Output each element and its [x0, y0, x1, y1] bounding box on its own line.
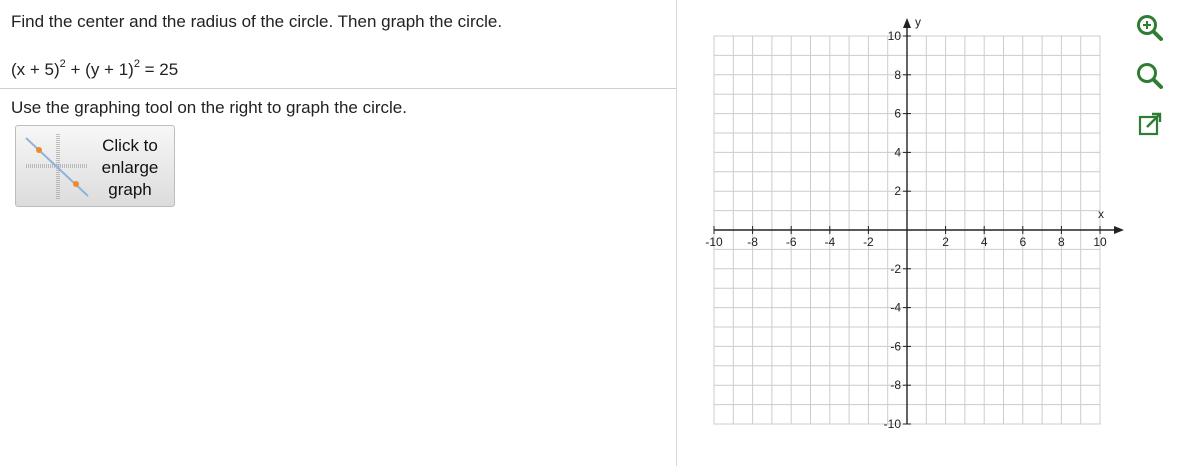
popout-button[interactable] [1132, 106, 1168, 142]
y-axis-label: y [915, 15, 921, 29]
enlarge-graph-button[interactable] [15, 125, 175, 207]
x-tick-label: -2 [863, 235, 874, 249]
y-tick-label: -10 [883, 417, 901, 431]
equation-exponent-2: 2 [133, 58, 140, 70]
popout-icon [1137, 111, 1163, 137]
graph-thumbnail-icon [24, 132, 90, 202]
graph-area[interactable] [690, 10, 1130, 445]
x-tick-label: 2 [942, 235, 949, 249]
x-tick-label: -4 [824, 235, 836, 249]
circle-equation [11, 58, 178, 80]
x-tick-label: 4 [980, 235, 988, 249]
question-instruction: Find the center and the radius of the circle. Then graph the circle. [11, 12, 503, 31]
x-axis-label: x [1098, 207, 1104, 221]
tool-instruction: Use the graphing tool on the right to graph the circle. [11, 98, 407, 117]
x-tick-label: -8 [747, 235, 758, 249]
x-tick-label: -10 [705, 235, 723, 249]
x-tick-label: 8 [1058, 235, 1065, 249]
zoom-in-icon [1135, 13, 1165, 43]
enlarge-graph-label [92, 135, 168, 201]
equation-part-3: = 25 [139, 60, 179, 79]
equation-part-2: + (y + 1) [65, 60, 134, 79]
section-divider [0, 88, 676, 89]
enlarge-label-line-3: graph [108, 180, 152, 199]
pane-divider [676, 0, 677, 466]
y-tick-label: 4 [894, 145, 901, 160]
equation-part-1: (x + 5) [11, 60, 60, 79]
zoom-out-icon [1135, 61, 1165, 91]
y-tick-label: -4 [890, 300, 901, 315]
zoom-in-button[interactable] [1132, 10, 1168, 46]
x-tick-label: 6 [1019, 235, 1027, 249]
y-tick-label: 10 [887, 29, 901, 43]
y-tick-label: -2 [890, 261, 901, 276]
y-tick-label: 2 [894, 184, 901, 199]
y-tick-label: 8 [894, 67, 901, 82]
coordinate-plane[interactable] [690, 10, 1130, 440]
y-tick-label: -8 [890, 378, 901, 393]
y-tick-label: -6 [890, 339, 901, 354]
y-axis-arrow [903, 18, 911, 28]
enlarge-label-line-1: Click to [102, 136, 158, 155]
y-tick-label: 6 [894, 106, 901, 121]
x-tick-label: 10 [1093, 235, 1107, 249]
x-tick-label: -6 [785, 235, 797, 249]
equation-exponent-1: 2 [59, 58, 66, 70]
enlarge-label-line-2: enlarge [101, 158, 159, 177]
zoom-out-button[interactable] [1132, 58, 1168, 94]
x-axis-arrow [1114, 226, 1124, 234]
